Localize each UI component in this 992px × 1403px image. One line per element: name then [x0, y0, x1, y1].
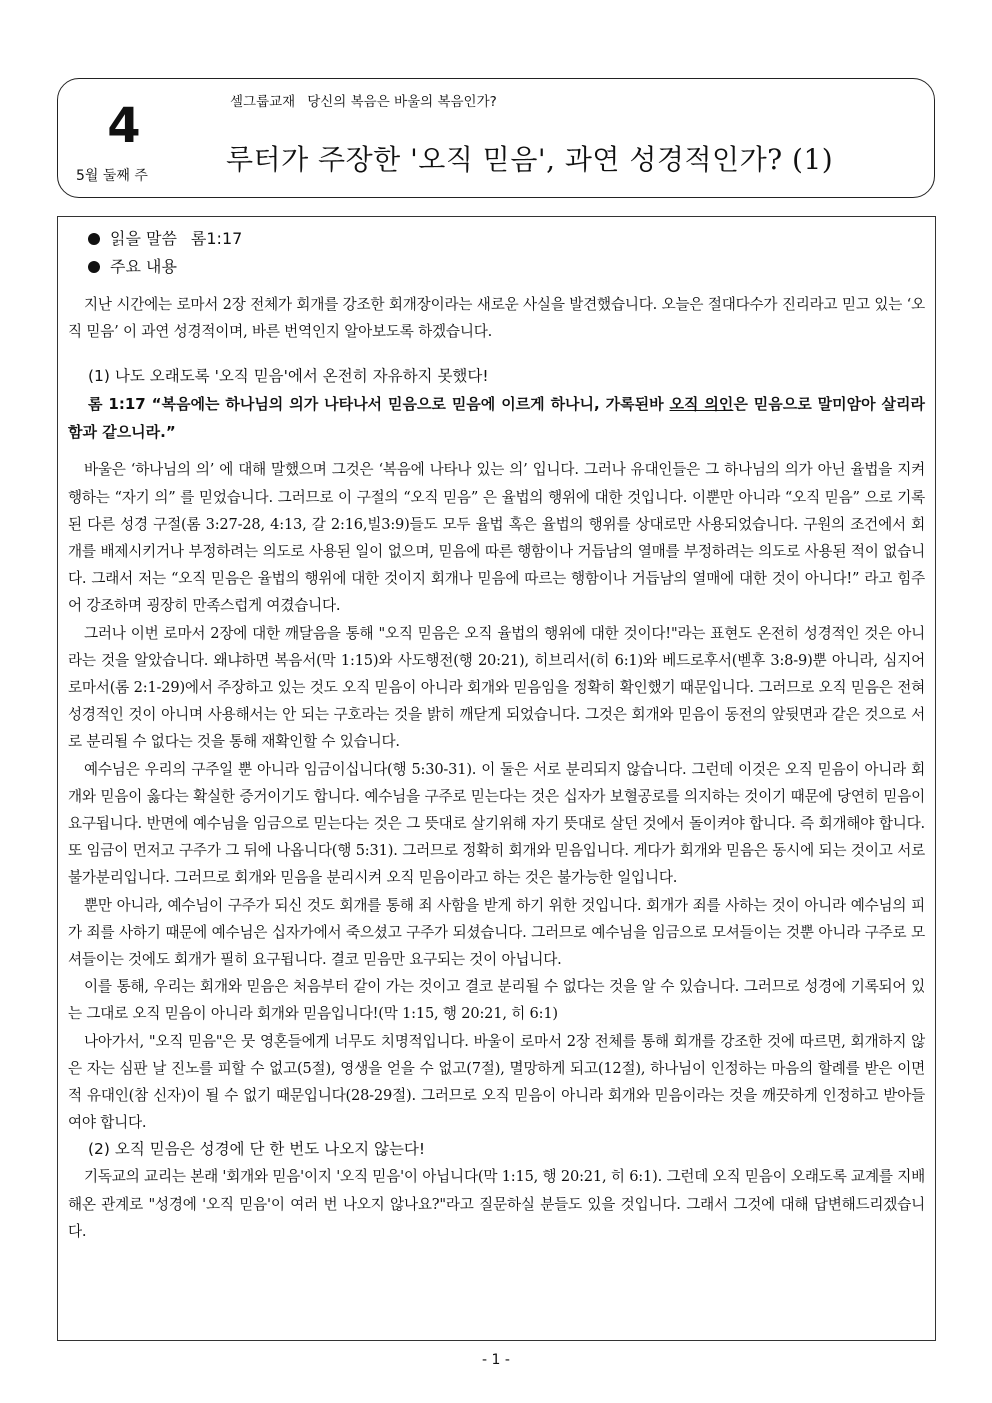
key-verse	[68, 390, 925, 446]
verse-text-2: 은 믿음으로 말미암아 살리라함과 같으니라.”	[68, 395, 925, 442]
page-title: 루터가 주장한 '오직 믿음', 과연 성경적인가? (1)	[226, 143, 834, 176]
body-paragraph: 뿐만 아니라, 예수님이 구주가 되신 것도 회개를 통해 죄 사함을 받게 하기 위한 것입니다. 회개가 죄를 사하는 것이 아니라 예수님의 피가 죄를 사하기 때문에 예수님은 십자가에서 죽으셨고 구주가 되셨습니다. 그러므로 예수님을 임금으로 모셔들이는 것뿐 아니라 구주로 모셔들이는 것에도 회개가 필히 요구됩니다. 결코 믿음만 요구되는 것이 아닙니다.	[68, 896, 925, 969]
reading-line	[88, 225, 925, 253]
body-paragraph: 이를 통해, 우리는 회개와 믿음은 처음부터 같이 가는 것이고 결코 분리될 수 없다는 것을 알 수 있습니다. 그러므로 성경에 기록되어 있는 그대로 오직 믿음이 아니라 회개와 믿음입니다!(막 1:15, 행 20:21, 히 6:1)	[68, 978, 925, 1023]
content-box	[57, 216, 936, 1341]
section-1-heading: (1) 나도 오래도록 '오직 믿음'에서 온전히 자유하지 못했다!	[88, 367, 489, 386]
main-content-line	[88, 253, 925, 281]
reading-label: 읽을 말씀	[110, 229, 177, 248]
main-content-label: 주요 내용	[110, 257, 177, 276]
series-title: 당신의 복음은 바울의 복음인가?	[307, 94, 497, 110]
week-label: 5월 둘째 주	[76, 168, 148, 184]
body-paragraph: 예수님은 우리의 구주일 뿐 아니라 임금이십니다(행 5:30-31). 이 둘은 서로 분리되지 않습니다. 그런데 이것은 오직 믿음이 아니라 회개와 믿음이 옳다는 확실한 증거이기도 합니다. 예수님을 구주로 믿는다는 것은 십자가 보혈공로를 의지하는 것이기 때문에 당연히 믿음이 요구됩니다. 반면에 예수님을 임금으로 믿는다는 것은 그 뜻대로 살기위해 자기 뜻대로 살던 것에서 돌이켜야 합니다. 즉 회개해야 합니다. 또 임금이 먼저고 구주가 그 뒤에 나옵니다(행 5:31). 그러므로 정확히 회개와 믿음입니다. 게다가 회개와 믿음은 동시에 되는 것이고 서로 불가분리입니다. 그러므로 회개와 믿음을 분리시켜 오직 믿음이라고 하는 것은 불가능한 일입니다.	[68, 760, 925, 887]
body-paragraph: 기독교의 교리는 본래 '회개와 믿음'이지 '오직 믿음'이 아닙니다(막 1:15, 행 20:21, 히 6:1). 그런데 오직 믿음이 오래도록 교계를 지배해온 관계로 "성경에 '오직 믿음'이 여러 번 나오지 않나요?"라고 질문하실 분들도 있을 것입니다. 그래서 그것에 대해 답변해드리겠습니다.	[68, 1168, 925, 1240]
body-paragraph: 나아가서, "오직 믿음"은 뭇 영혼들에게 너무도 치명적입니다. 바울이 로마서 2장 전체를 통해 회개를 강조한 것에 따르면, 회개하지 않은 자는 심판 날 진노를 피할 수 없고(5절), 영생을 얻을 수 없고(7절), 멸망하게 되고(12절), 하나님이 인정하는 마음의 할례를 받은 이면적 유대인(참 신자)이 될 수 없기 때문입니다(28-29절). 그러므로 오직 믿음이 아니라 회개와 믿음이라는 것을 깨끗하게 인정하고 받아들여야 합니다.	[68, 1032, 925, 1132]
series-label: 셀그룹교재	[230, 94, 296, 110]
page-number: - 1 -	[482, 1352, 510, 1368]
body-paragraph: 바울은 ‘하나님의 의’ 에 대해 말했으며 그것은 ‘복음에 나타나 있는 의’ 입니다. 그러나 유대인들은 그 하나님의 의가 아닌 율법을 지켜 행하는 “자기 의” 를 믿었습니다. 그러므로 이 구절의 “오직 믿음” 은 율법의 행위에 대한 것입니다. 이뿐만 아니라 “오직 믿음” 으로 기록된 다른 성경 구절(롬 3:27-28, 4:13, 갈 2:16,빌3:9)들도 모두 율법 혹은 율법의 행위를 상대로만 사용되었습니다. 구원의 조건에서 회개를 배제시키거나 부정하려는 의도로 사용된 일이 없으며, 믿음에 따른 행함이나 거듭남의 열매를 부정하려는 의도로 사용된 적이 없습니다. 그래서 저는 “오직 믿음은 율법의 행위에 대한 것이지 회개나 믿음에 따르는 행함이나 거듭남의 열매에 대한 것이 아니다!” 라고 힘주어 강조하며 굉장히 만족스럽게 여겼습니다.	[68, 461, 925, 615]
body-paragraph: 그러나 이번 로마서 2장에 대한 깨달음을 통해 "오직 믿음은 오직 율법의 행위에 대한 것이다!"라는 표현도 온전히 성경적인 것은 아니라는 것을 알았습니다. 왜냐하면 복음서(막 1:15)와 사도행전(행 20:21), 히브리서(히 6:1)와 베드로후서(벧후 3:8-9)뿐 아니라, 심지어 로마서(롬 2:1-29)에서 주장하고 있는 것도 오직 믿음이 아니라 회개와 믿음임을 정확히 확인했기 때문입니다. 그러므로 오직 믿음은 전혀 성경적인 것이 아니며 사용해서는 안 되는 구호라는 것을 밝히 깨닫게 되었습니다. 그것은 회개와 믿음이 동전의 앞뒷면과 같은 것으로 서로 분리될 수 없다는 것을 통해 재확인할 수 있습니다.	[68, 624, 925, 751]
lesson-number: 4	[107, 98, 141, 154]
bullet-icon	[88, 233, 100, 245]
section-2-heading: (2) 오직 믿음은 성경에 단 한 번도 나오지 않는다!	[88, 1140, 426, 1159]
series-line	[230, 90, 497, 110]
intro-paragraph: 지난 시간에는 로마서 2장 전체가 회개를 강조한 회개장이라는 새로운 사실을 발견했습니다. 오늘은 절대다수가 진리라고 믿고 있는 ‘오직 믿음’ 이 과연 성경적이며, 바른 번역인지 알아보도록 하겠습니다.	[68, 296, 925, 341]
verse-underlined: 오직 의인	[669, 395, 734, 414]
verse-text-1: 롬 1:17 “복음에는 하나님의 의가 나타나서 믿음으로 믿음에 이르게 하나니, 가록된바	[88, 395, 670, 414]
bullet-icon	[88, 261, 100, 273]
reading-reference: 롬1:17	[190, 229, 243, 248]
